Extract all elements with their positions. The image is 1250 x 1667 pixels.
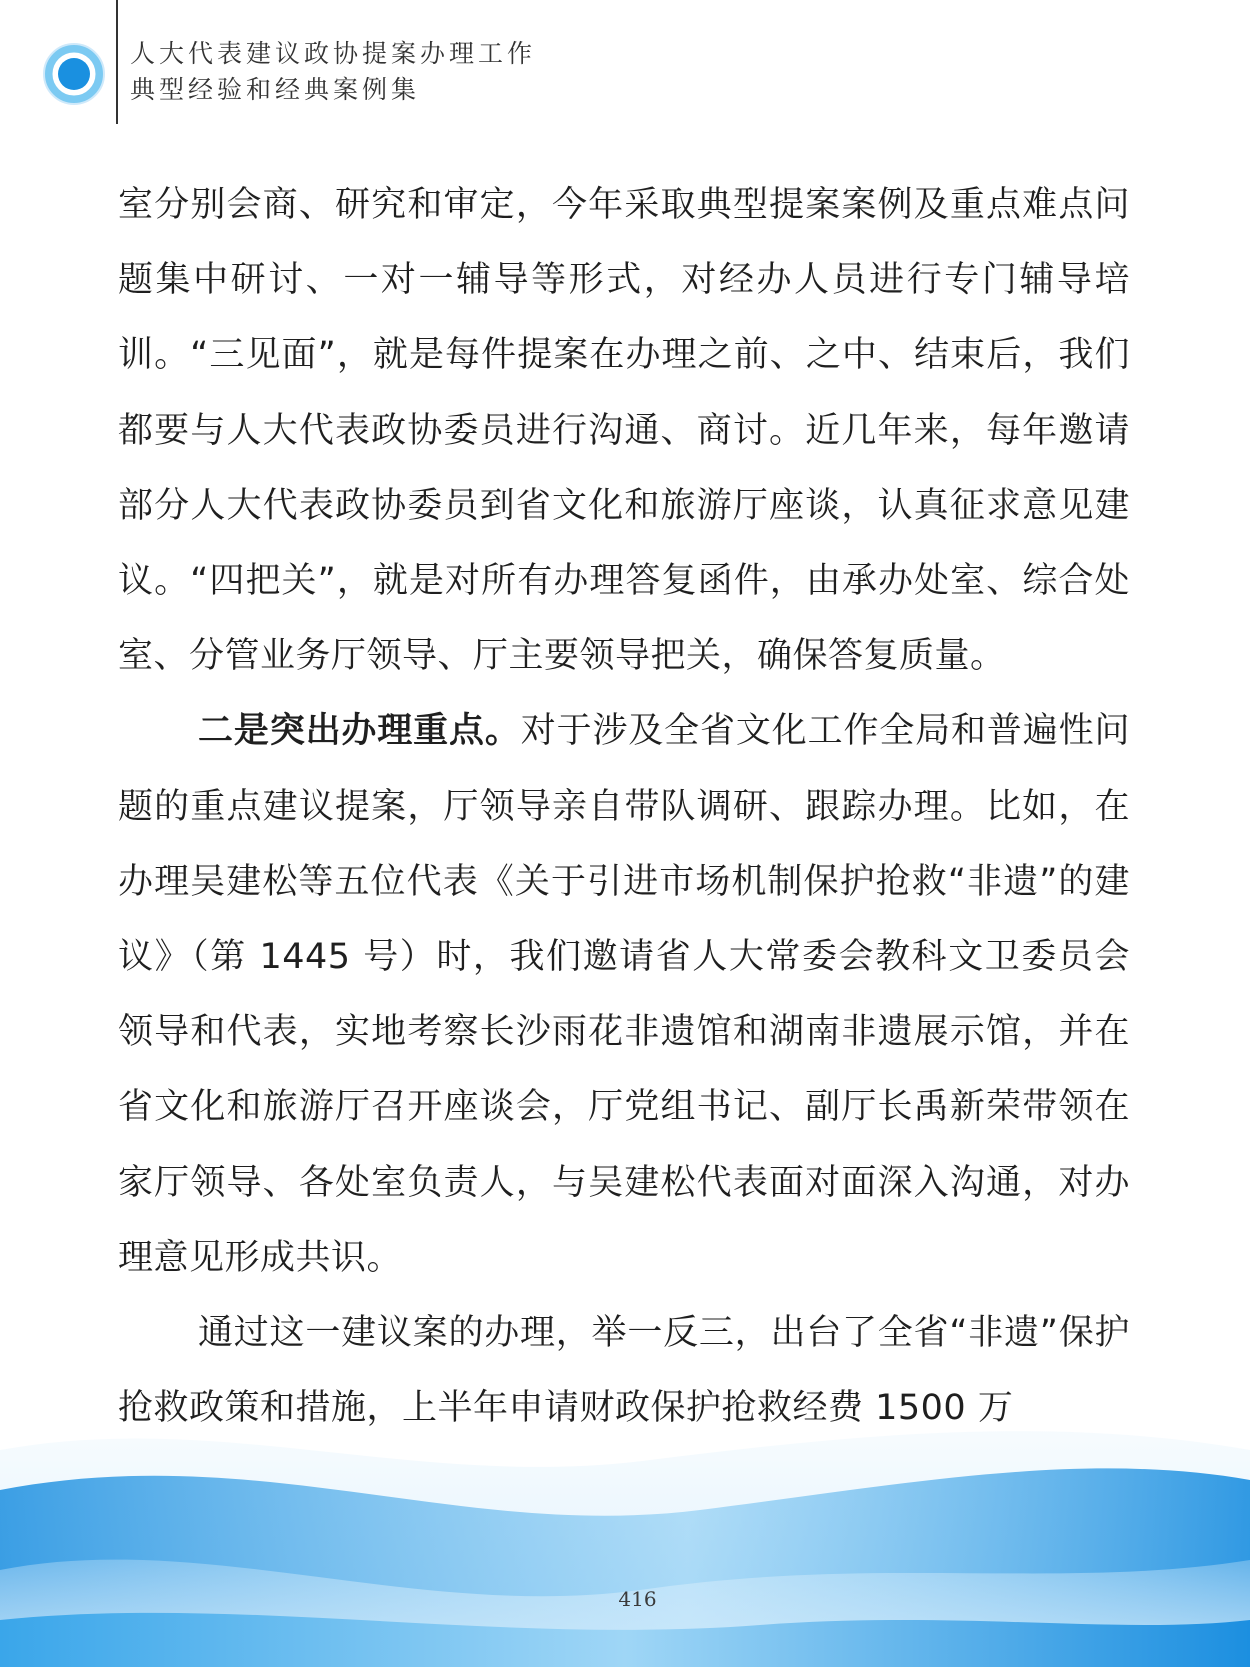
- page-header: [0, 0, 1250, 125]
- header-divider: [116, 0, 118, 124]
- paragraph-text: 室分别会商、研究和审定，今年采取典型提案案例及重点难点问题集中研讨、一对一辅导等形式，对经办人员进行专门辅导培训。“三见面”，就是每件提案在办理之前、之中、结束后，我们都要与人大代表政协委员进行沟通、商讨。近几年来，每年邀请部分人大代表政协委员到省文化和旅游厅座谈，认真征求意见建议。“四把关”，就是对所有办理答复函件，由承办处室、综合处室、分管业务厅领导、厅主要领导把关，确保答复质量。: [118, 185, 1130, 677]
- paragraph-text: 通过这一建议案的办理，举一反三，出台了全省“非遗”保护抢救政策和措施，上半年申请财政保护抢救经费 1500 万: [118, 1313, 1130, 1429]
- book-title-line1: 人大代表建议政协提案办理工作: [130, 39, 537, 68]
- paragraph-text: 对于涉及全省文化工作全局和普遍性问题的重点建议提案，厅领导亲自带队调研、跟踪办理。比如，在办理吴建松等五位代表《关于引进市场机制保护抢救“非遗”的建议》（第 1445 号）时，我们邀请省人大常委会教科文卫委员会领导和代表，实地考察长沙雨花非遗馆和湖南非遗展示馆，并在省文化和旅游厅召开座谈会，厅党组书记、副厅长禹新荣带领在家厅领导、各处室负责人，与吴建松代表面对面深入沟通，对办理意见形成共识。: [118, 711, 1130, 1278]
- circle-logo-icon: [40, 40, 108, 108]
- footer-wave-decoration: [0, 1420, 1250, 1667]
- body-text: [118, 168, 1130, 1446]
- paragraph: [118, 168, 1130, 694]
- paragraph-lead-bold: 二是突出办理重点。: [198, 711, 521, 752]
- paragraph: [118, 694, 1130, 1296]
- page-number: 416: [618, 1587, 657, 1611]
- book-title-line2: 典型经验和经典案例集: [130, 75, 421, 104]
- book-title: [130, 36, 536, 108]
